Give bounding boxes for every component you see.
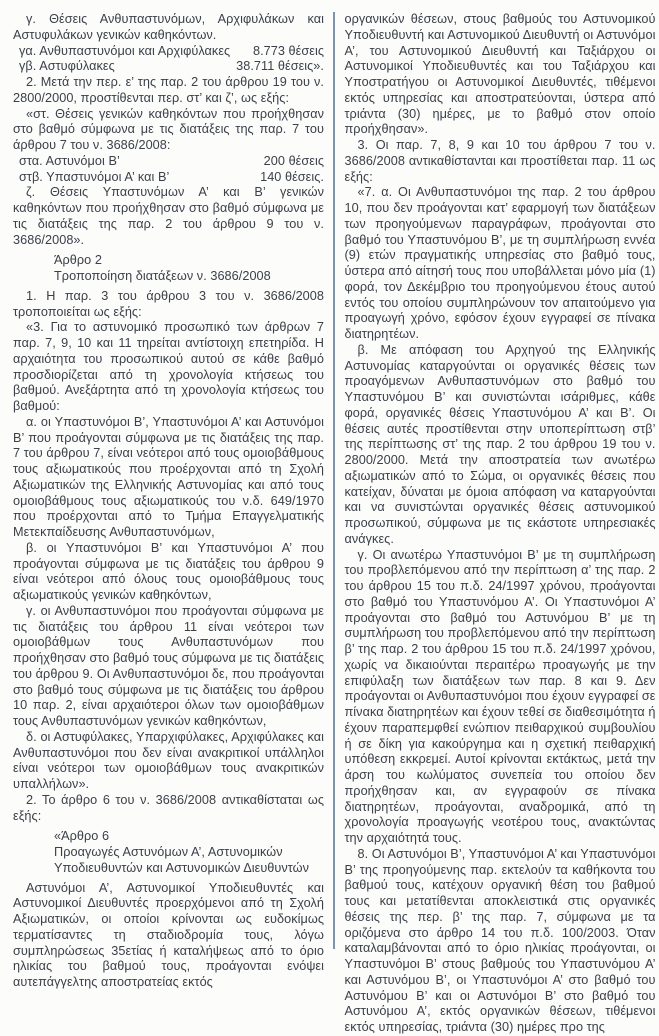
paragraph: β. Με απόφαση του Αρχηγού της Ελληνικής Αστυνομίας καταργούνται οι οργανικές θέσεις των προαγόμενων Ανθυπαστυνόμων στο βαθμό του Υπαστυνόμου Β’ και συνιστώνται ισάριθμες, κάθε φορά, οργανικές θέσεις Υπαστυνόμου Α’ και Β’. Οι θέσεις αυτές προστίθενται στην υποπερίπτωση στβ’ της περίπτωσης στ’ της παρ. 2 του άρθρου 19 του ν. 2800/2000. Μετά την αποστρατεία των ανωτέρω αξιωματικών από το Σώμα, οι οργανικές θέσεις που κατείχαν, δύναται με όμοια απόφαση να καταργούνται και να συνιστώνται οργανικές θέσεις αστυνομικού προσωπικού, σύμφωνα με τις εκάστοτε υπηρεσιακές ανάγκες.: [344, 342, 656, 546]
paragraph: «7. α. Οι Ανθυπαστυνόμοι της παρ. 2 του άρθρου 10, που δεν προάγονται κατ’ εφαρμογή των διατάξεων των προηγούμενων παραγράφων, προάγονται στο βαθμό του Υπαστυνόμου Β’, με τη συμπλήρωση εννέα (9) ετών πραγματικής υπηρεσίας στο βαθμό τους, ύστερα από αίτησή τους που υποβάλλεται μόνο μία (1) φορά, τον Δεκέμβριο του προηγούμενου έτους αυτού εντός του οποίου συμπληρώνουν τον απαιτούμενο για προαγωγή χρόνο, εφόσον έχουν εγγραφεί σε πίνακα διατηρητέων.: [344, 185, 656, 341]
column-divider-rule: [333, 12, 335, 949]
paragraph: 8. Οι Αστυνόμοι Β’, Υπαστυνόμοι Α’ και Υπαστυνόμοι Β’ της προηγούμενης παρ. εκτελούν τα καθήκοντα του βαθμού τους, κατέχουν οργανική θέση του βαθμού τους και μετατίθενται αποκλειστικά στις οργανικές θέσεις της περ. β’ της παρ. 7, σύμφωνα με τα οριζόμενα στο άρθρο 14 του π.δ. 100/2003. Όταν καταλαμβάνονται από το όριο ηλικίας προάγονται, οι Υπαστυνόμοι Β’ στους βαθμούς του Υπαστυνόμου Α’ και Αστυνόμου Β’, οι Υπαστυνόμοι Α’ στο βαθμό του Αστυνόμου Β’ και οι Αστυνόμοι Β’ στο βαθμό του Αστυνόμου Α’, εκτός οργανικών θέσεων, τιθέμενοι εκτός υπηρεσίας, τριάντα (30) ημέρες προ της: [344, 846, 656, 1034]
allocation-row: [13, 44, 324, 60]
right-text-column: [344, 12, 656, 1034]
paragraph: δ. οι Αστυφύλακες, Υπαρχιφύλακες, Αρχιφύλακες και Ανθυπαστυνόμοι που δεν είναι ανακριτικοί υπάλληλοι είναι νεότεροι των ομοιοβάθμων τους ανακριτικών υπαλλήλων».: [13, 729, 324, 791]
paragraph: β. οι Υπαστυνόμοι Β’ και Υπαστυνόμοι Α’ που προάγονται σύμφωνα με τις διατάξεις του άρθρου 9 είναι νεότεροι από όλους τους ομοιοβάθμους τους αξιωματικούς γενικών καθηκόντων,: [13, 540, 324, 602]
paragraph: 3. Οι παρ. 7, 8, 9 και 10 του άρθρου 7 του ν. 3686/2008 αντικαθίστανται και προστίθεται παρ. 11 ως εξής:: [344, 138, 656, 184]
allocation-row: [13, 154, 324, 170]
paragraph: α. οι Υπαστυνόμοι Β’, Υπαστυνόμοι Α’ και Αστυνόμοι Β’ που προάγονται σύμφωνα με τις διατάξεις της παρ. 7 του άρθρου 7, είναι νεότεροι από τους ομοιοβάθμους τους αξιωματικούς που προέρχονται από τη Σχολή Αξιωματικών της Ελληνικής Αστυνομίας και από τους ομοιοβάθμους τους αξιωματικούς του ν.δ. 649/1970 που προέρχονται από το Τμήμα Επαγγελματικής Μετεκπαίδευσης Ανθυπαστυνόμων,: [13, 414, 324, 539]
heading-line: Τροποποίηση διατάξεων ν. 3686/2008: [54, 269, 271, 283]
allocation-row: [13, 170, 324, 186]
paragraph: ζ. Θέσεις Υπαστυνόμων Α’ και Β’ γενικών καθηκόντων που προήχθησαν στο βαθμό σύμφωνα με τις διατάξεις της παρ. 2 του άρθρου 9 του ν. 3686/2008».: [13, 185, 324, 247]
allocation-value: 38.711 θέσεις».: [236, 59, 324, 74]
allocation-value: 200 θέσεις: [263, 153, 324, 168]
left-text-column: [13, 12, 324, 989]
paragraph: 1. Η παρ. 3 του άρθρου 3 του ν. 3686/2008 τροποποιείται ως εξής:: [13, 288, 324, 319]
article-heading: [13, 253, 324, 285]
article-heading: [13, 829, 324, 876]
allocation-label: γβ. Αστυφύλακες: [19, 59, 115, 74]
allocation-value: 8.773 θέσεις: [252, 43, 324, 58]
paragraph: 2. Μετά την περ. ε’ της παρ. 2 του άρθρου 19 του ν. 2800/2000, προστίθενται περ. στ’ και ζ’, ως εξής:: [13, 75, 324, 105]
paragraph: 2. Το άρθρο 6 του ν. 3686/2008 αντικαθίσταται ως εξής:: [13, 792, 324, 823]
paragraph: Αστυνόμοι Α’, Αστυνομικοί Υποδιευθυντές και Αστυνομικοί Διευθυντές προερχόμενοι από τη Σχολή Αξιωματικών, οι οποίοι κρίνονται ως ευδοκίμως τερματίσαντες τη σταδιοδρομία τους, λόγω συμπληρώσεως 35ετίας ή καταλήψεως από το όριο ηλικίας του βαθμού τους, προάγονται ενόψει αυτεπάγγελτης αποστρατείας εκτός: [13, 880, 324, 989]
allocation-label: στα. Αστυνόμοι Β’: [19, 153, 120, 168]
heading-line: Άρθρο 2: [54, 253, 102, 268]
paragraph: «στ. Θέσεις γενικών καθηκόντων που προήχθησαν στο βαθμό σύμφωνα με τις διατάξεις της παρ. 7 του άρθρου 7 του ν. 3686/2008:: [13, 106, 324, 152]
heading-line: Προαγωγές Αστυνόμων Α’, Αστυνομικών: [54, 845, 283, 859]
paragraph: οργανικών θέσεων, στους βαθμούς του Αστυνομικού Υποδιευθυντή και Αστυνομικού Διευθυντή οι Αστυνόμοι Α’, του Αστυνομικού Διευθυντή και Ταξιάρχου οι Αστυνομικοί Υποδιευθυντές και του Ταξιάρχου και Υποστρατήγου οι Αστυνομικοί Διευθυντές, τιθέμενοι εκτός υπηρεσίας και αποστρατεύονται, ύστερα από τριάντα (30) ημέρες, με το βαθμό στον οποίο προήχθησαν».: [344, 12, 656, 137]
paragraph: γ. Οι ανωτέρω Υπαστυνόμοι Β’ με τη συμπλήρωση του προβλεπόμενου από την περίπτωση α’ της παρ. 2 του άρθρου 15 του π.δ. 24/1997 χρόνου, προάγονται στο βαθμό του Υπαστυνόμου Α’. Οι Υπαστυνόμοι Α’ προάγονται στο βαθμό του Αστυνόμου Β’ με τη συμπλήρωση του προβλεπόμενου από την περίπτωση β’ της παρ. 2 του άρθρου 15 του π.δ. 24/1997 χρόνου, χωρίς να δικαιούνται περαιτέρω προαγωγής με την επιφύλαξη των διατάξεων των παρ. 8 και 9. Δεν προάγονται οι Ανθυπαστυνόμοι που έχουν εγγραφεί σε πίνακα διατηρητέων και έχουν τεθεί σε διαθεσιμότητα ή έχουν παραπεμφθεί ενώπιον πειθαρχικού συμβουλίου ή σε δίκη για κακούργημα και η σχετική πειθαρχική υπόθεση εκκρεμεί. Αυτοί κρίνονται εκτάκτως, μετά την άρση του κωλύματος συνεπεία του οποίου δεν προήχθησαν και, αν εγγραφούν σε πίνακα διατηρητέων, προάγονται, αναδρομικά, από τη χρονολογία προαγωγής νεοτέρου τους, ανακτώντας την αρχαιότητά τους.: [344, 547, 656, 845]
heading-line: Υποδιευθυντών και Αστυνομικών Διευθυντών: [54, 860, 310, 875]
allocation-row: [13, 59, 324, 75]
heading-line: «Άρθρο 6: [54, 829, 110, 844]
allocation-label: στβ. Υπαστυνόμοι Α’ και Β’: [19, 169, 170, 184]
paragraph: γ. οι Ανθυπαστυνόμοι που προάγονται σύμφωνα με τις διατάξεις του άρθρου 11 είναι νεότεροι των ομοιοβάθμων τους Ανθυπαστυνόμων που προήχθησαν στο βαθμό τους σύμφωνα με τις διατάξεις του άρθρου 9. Οι Ανθυπαστυνόμοι δε, που προάγονται στο βαθμό τους σύμφωνα με τις διατάξεις του άρθρου 10 παρ. 2, είναι αρχαιότεροι όλων των ομοιοβάθμων τους Ανθυπαστυνόμων γενικών καθηκόντων,: [13, 603, 324, 728]
paragraph: «3. Για το αστυνομικό προσωπικό των άρθρων 7 παρ. 7, 9, 10 και 11 τηρείται αντίστοιχη επετηρίδα. Η αρχαιότητα του προσωπικού αυτού σε κάθε βαθμό προσδιορίζεται από τη χρονολογία κτήσεως του βαθμού. Ανεξάρτητα από τη χρονολογία κτήσεως του βαθμού:: [13, 320, 324, 413]
paragraph: γ. Θέσεις Ανθυπαστυνόμων, Αρχιφυλάκων και Αστυφυλάκων γενικών καθηκόντων.: [13, 12, 324, 42]
allocation-label: γα. Ανθυπαστυνόμοι και Αρχιφύλακες: [19, 43, 231, 58]
allocation-value: 140 θέσεις.: [260, 169, 324, 184]
